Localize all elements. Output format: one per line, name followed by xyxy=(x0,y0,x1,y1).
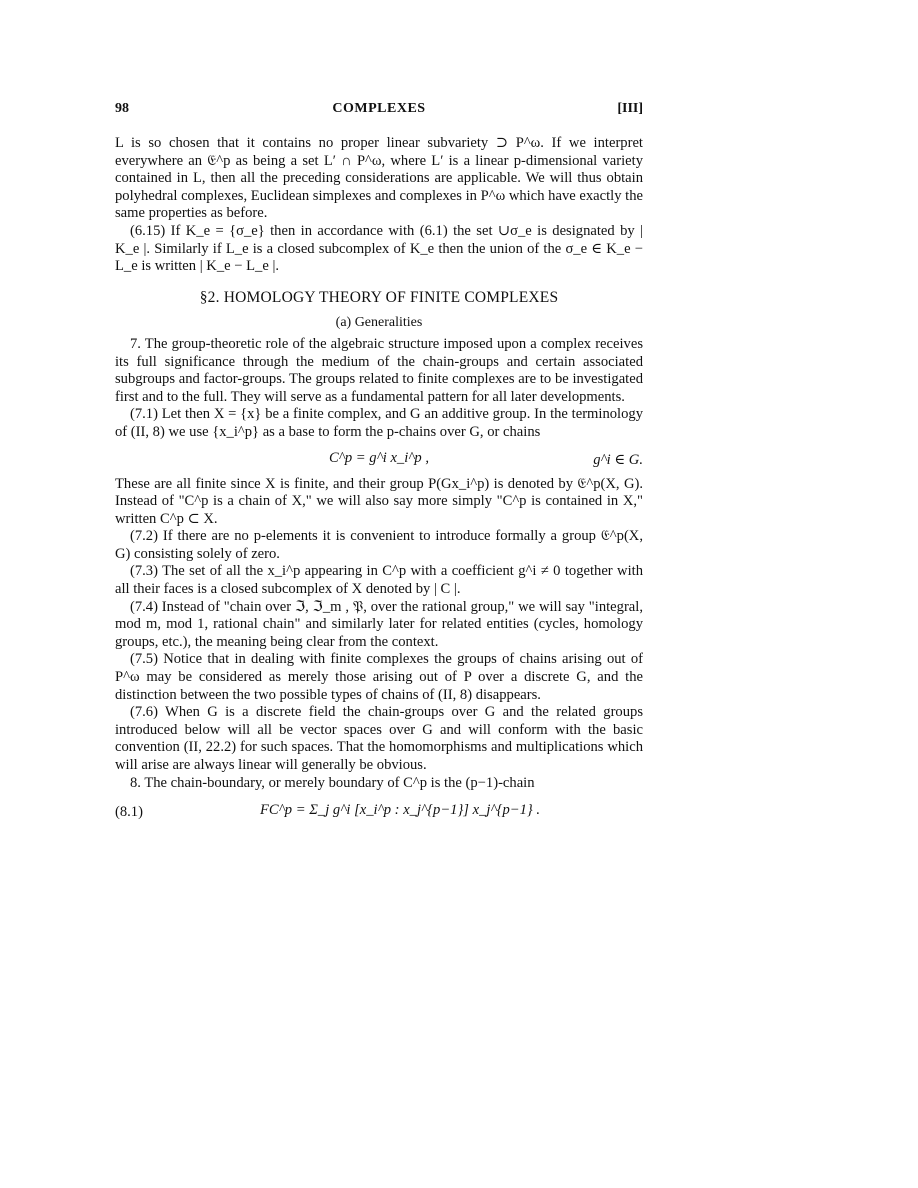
paragraph-7-6: (7.6) When G is a discrete field the chain-groups over G and the related groups introduced below will all be vector spaces over G and will conform with the basic convention (II, 22.2) for such spaces. That the homomorphisms and multiplications which will arise are always linear will generally be obvious. xyxy=(115,704,643,773)
equation-8-1 xyxy=(115,800,643,834)
running-title: COMPLEXES xyxy=(332,101,426,116)
paragraph-7-2: (7.2) If there are no p-elements it is convenient to introduce formally a group 𝔈^p(X, G) consisting solely of zero. xyxy=(115,528,643,562)
paragraph-chain-group: These are all finite since X is finite, and their group P(Gx_i^p) is denoted by 𝔈^p(X, G). Instead of "C^p is a chain of X," we will also say more simply "C^p is contained in X," written C^p ⊂ X. xyxy=(115,475,643,527)
book-page xyxy=(115,95,643,834)
page-body xyxy=(115,135,643,834)
paragraph-6-15: (6.15) If K_e = {σ_e} then in accordance with (6.1) the set ∪σ_e is designated by | K_e |. Similarly if L_e is a closed subcomplex of K_e then the union of the σ_e ∈ K_e − L_e is written | K_e − L_e |. xyxy=(115,222,643,275)
equation-label: (8.1) xyxy=(115,804,143,821)
page-header xyxy=(115,95,643,117)
paragraph-7: 7. The group-theoretic role of the algebraic structure imposed upon a complex receives its full significance through the medium of the chain-groups and certain associated subgroups and factor-groups. The groups related to finite complexes are to be investigated first and to the full. They will serve as a fundamental pattern for all later developments. xyxy=(115,335,643,405)
paragraph-7-4: (7.4) Instead of "chain over ℑ, ℑ_m , 𝔓, over the rational group," we will say "integral, mod m, mod 1, rational chain" and similarly later for related entities (cycles, homology groups, etc.), the meaning being clear from the context. xyxy=(115,598,643,650)
page-number: 98 xyxy=(115,101,129,116)
formula-expression: C^p = g^i x_i^p , xyxy=(328,449,430,466)
paragraph-intro: L is so chosen that it contains no proper linear subvariety ⊃ P^ω. If we interpret everywhere an 𝔈^p as being a set L′ ∩ P^ω, where L′ is a linear p-dimensional variety contained in L, then all the preceding considerations are applicable. We will thus obtain polyhedral complexes, Euclidean simplexes and complexes in P^ω which have exactly the same properties as before. xyxy=(115,135,643,222)
paragraph-7-3: (7.3) The set of all the x_i^p appearing in C^p with a coefficient g^i ≠ 0 together with all their faces is a closed subcomplex of X denoted by | C |. xyxy=(115,563,643,598)
paragraph-8: 8. The chain-boundary, or merely boundary of C^p is the (p−1)-chain xyxy=(130,774,535,791)
paragraph-7-5: (7.5) Notice that in dealing with finite complexes the groups of chains arising out of P^ω may be considered as merely those arising out of P over a discrete G, and the distinction between the two possible types of chains of (II, 8) disappears. xyxy=(115,651,643,703)
formula-condition: g^i ∈ G. xyxy=(593,451,643,468)
subsection-title: (a) Generalities xyxy=(335,315,423,331)
chapter-marker: [III] xyxy=(617,101,643,116)
equation-expression: FC^p = Σ_j g^i [x_i^p : x_j^{p−1}] x_j^{p−1} . xyxy=(260,802,541,819)
section-title: §2. HOMOLOGY THEORY OF FINITE COMPLEXES xyxy=(199,288,559,306)
paragraph-7-1: (7.1) Let then X = {x} be a finite complex, and G an additive group. In the terminology of (II, 8) we use {x_i^p} as a base to form the p-chains over G, or chains xyxy=(115,406,643,440)
formula-chain xyxy=(115,444,643,474)
